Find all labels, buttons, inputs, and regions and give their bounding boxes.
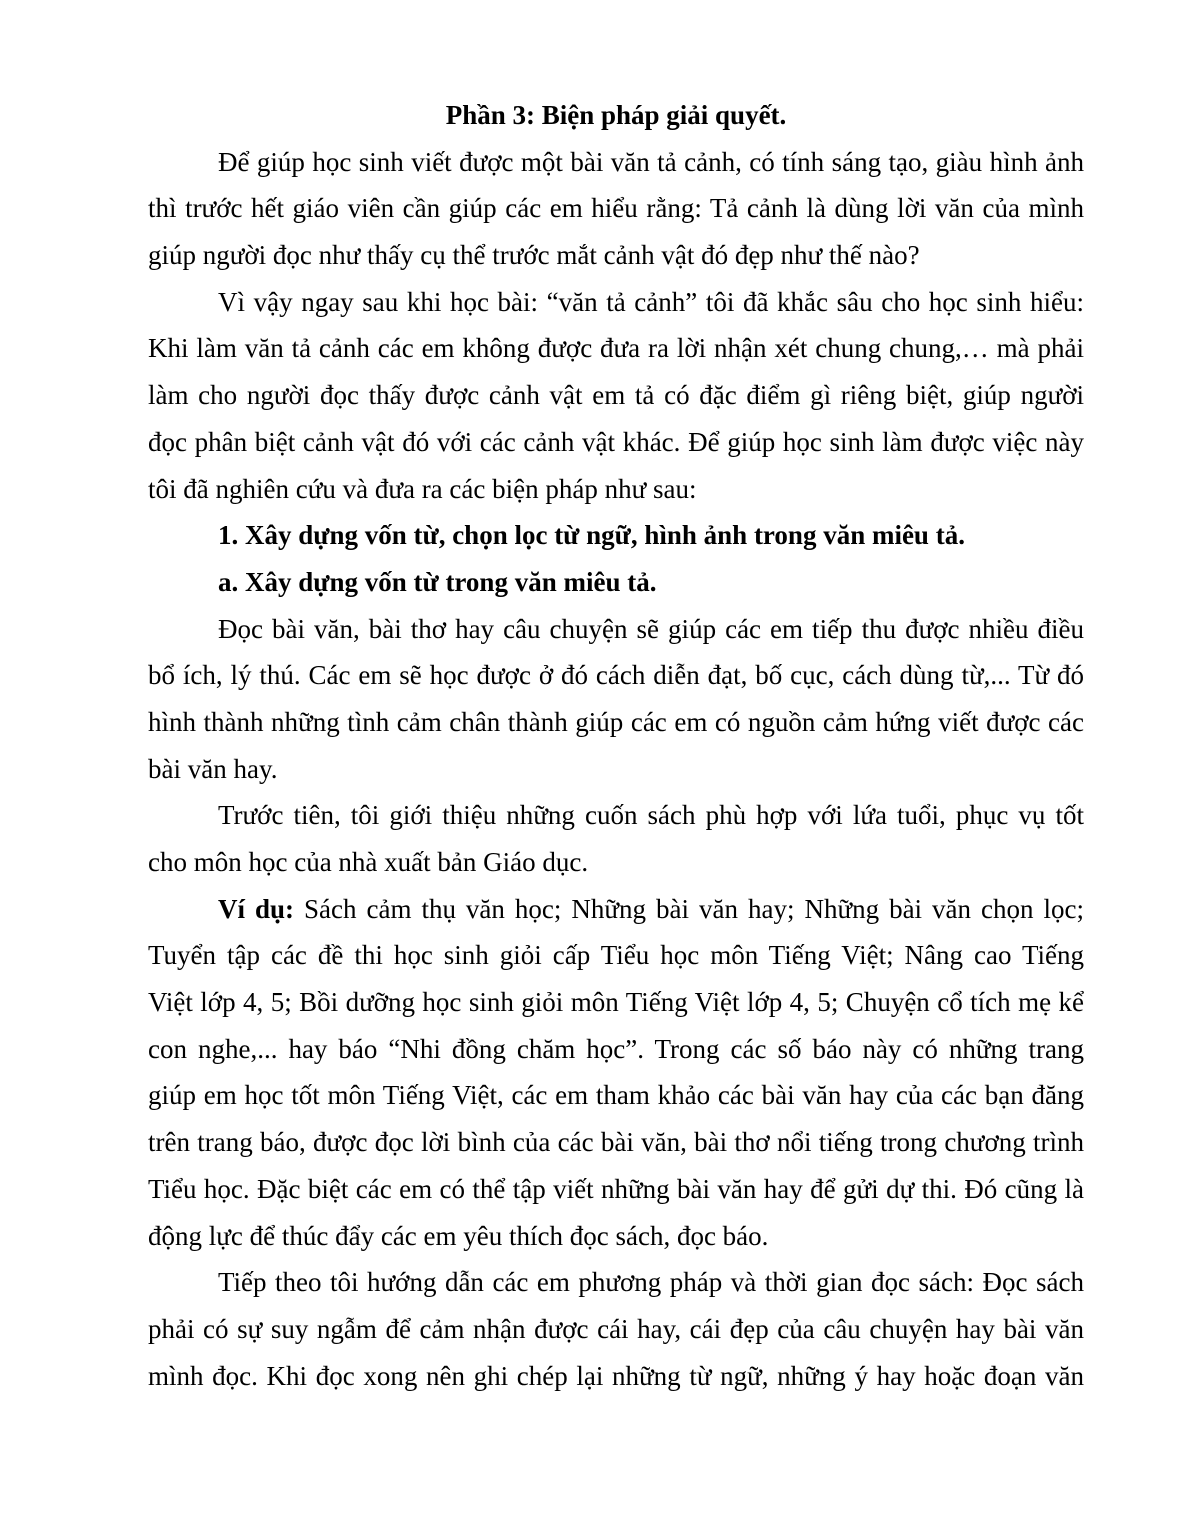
text-line: Phần 3: Biện pháp giải quyết. bbox=[445, 100, 787, 130]
text-line: Đọc bài văn, bài thơ hay câu chuyện sẽ giúp các em tiếp thu được nhiều điều bbox=[218, 613, 1084, 644]
text-line: Tuyển tập các đề thi học sinh giỏi cấp Tiểu học môn Tiếng Việt; Nâng cao Tiếng bbox=[148, 940, 1084, 971]
section-heading bbox=[148, 559, 1084, 606]
text-line: Vì vậy ngay sau khi học bài: “văn tả cảnh” tôi đã khắc sâu cho học sinh hiểu: bbox=[218, 286, 1084, 317]
text-line: Để giúp học sinh viết được một bài văn tả cảnh, có tính sáng tạo, giàu hình ảnh bbox=[218, 146, 1084, 177]
section-heading bbox=[148, 512, 1084, 559]
text-line: trên trang báo, được đọc lời bình của các bài văn, bài thơ nổi tiếng trong chương trình bbox=[148, 1127, 1084, 1158]
paragraph bbox=[148, 139, 1084, 279]
text-line: bài văn hay. bbox=[148, 753, 278, 784]
text-line: Trước tiên, tôi giới thiệu những cuốn sách phù hợp với lứa tuổi, phục vụ tốt bbox=[218, 800, 1084, 831]
text-line: làm cho người đọc thấy được cảnh vật em tả có đặc điểm gì riêng biệt, giúp người bbox=[148, 380, 1084, 411]
text-line bbox=[148, 886, 1084, 933]
text-line: thì trước hết giáo viên cần giúp các em hiểu rằng: Tả cảnh là dùng lời văn của mình bbox=[148, 193, 1084, 224]
paragraph bbox=[148, 279, 1084, 512]
text-line: cho môn học của nhà xuất bản Giáo dục. bbox=[148, 847, 589, 877]
text-line: phải có sự suy ngẫm để cảm nhận được cái hay, cái đẹp của câu chuyện hay bài văn bbox=[148, 1313, 1084, 1344]
text-line: đọc phân biệt cảnh vật đó với các cảnh vật khác. Để giúp học sinh làm được việc này bbox=[148, 426, 1084, 457]
text-line: giúp em học tốt môn Tiếng Việt, các em tham khảo các bài văn hay của các bạn đăng bbox=[148, 1080, 1084, 1111]
text-run: Sách cảm thụ văn học; Những bài văn hay; Những bài văn chọn lọc; bbox=[294, 893, 1084, 924]
text-line: bổ ích, lý thú. Các em sẽ học được ở đó cách diễn đạt, bố cục, cách dùng từ,... Từ đó bbox=[148, 660, 1084, 691]
bold-lead: Ví dụ: bbox=[218, 893, 295, 924]
text-line: động lực để thúc đẩy các em yêu thích đọc sách, đọc báo. bbox=[148, 1220, 769, 1251]
paragraph bbox=[148, 606, 1084, 793]
text-line: Việt lớp 4, 5; Bồi dưỡng học sinh giỏi môn Tiếng Việt lớp 4, 5; Chuyện cổ tích mẹ kể bbox=[148, 987, 1084, 1018]
paragraph bbox=[148, 792, 1084, 885]
text-line: Tiếp theo tôi hướng dẫn các em phương pháp và thời gian đọc sách: Đọc sách bbox=[218, 1267, 1084, 1298]
document-title bbox=[148, 92, 1084, 139]
text-line: Tiểu học. Đặc biệt các em có thể tập viết những bài văn hay để gửi dự thi. Đó cũng là bbox=[148, 1173, 1084, 1204]
text-line: giúp người đọc như thấy cụ thể trước mắt cảnh vật đó đẹp như thế nào? bbox=[148, 240, 920, 271]
text-line: mình đọc. Khi đọc xong nên ghi chép lại những từ ngữ, những ý hay hoặc đoạn văn bbox=[148, 1360, 1084, 1391]
paragraph bbox=[148, 1259, 1084, 1399]
text-line: hình thành những tình cảm chân thành giúp các em có nguồn cảm hứng viết được các bbox=[148, 706, 1084, 737]
paragraph bbox=[148, 886, 1084, 1260]
document-content bbox=[148, 92, 1084, 1399]
text-line: tôi đã nghiên cứu và đưa ra các biện pháp như sau: bbox=[148, 473, 697, 504]
text-line: con nghe,... hay báo “Nhi đồng chăm học”. Trong các số báo này có những trang bbox=[148, 1033, 1084, 1064]
text-line: a. Xây dựng vốn từ trong văn miêu tả. bbox=[218, 566, 657, 597]
text-line: 1. Xây dựng vốn từ, chọn lọc từ ngữ, hình ảnh trong văn miêu tả. bbox=[218, 520, 965, 551]
text-line: Khi làm văn tả cảnh các em không được đưa ra lời nhận xét chung chung,… mà phải bbox=[148, 333, 1084, 364]
